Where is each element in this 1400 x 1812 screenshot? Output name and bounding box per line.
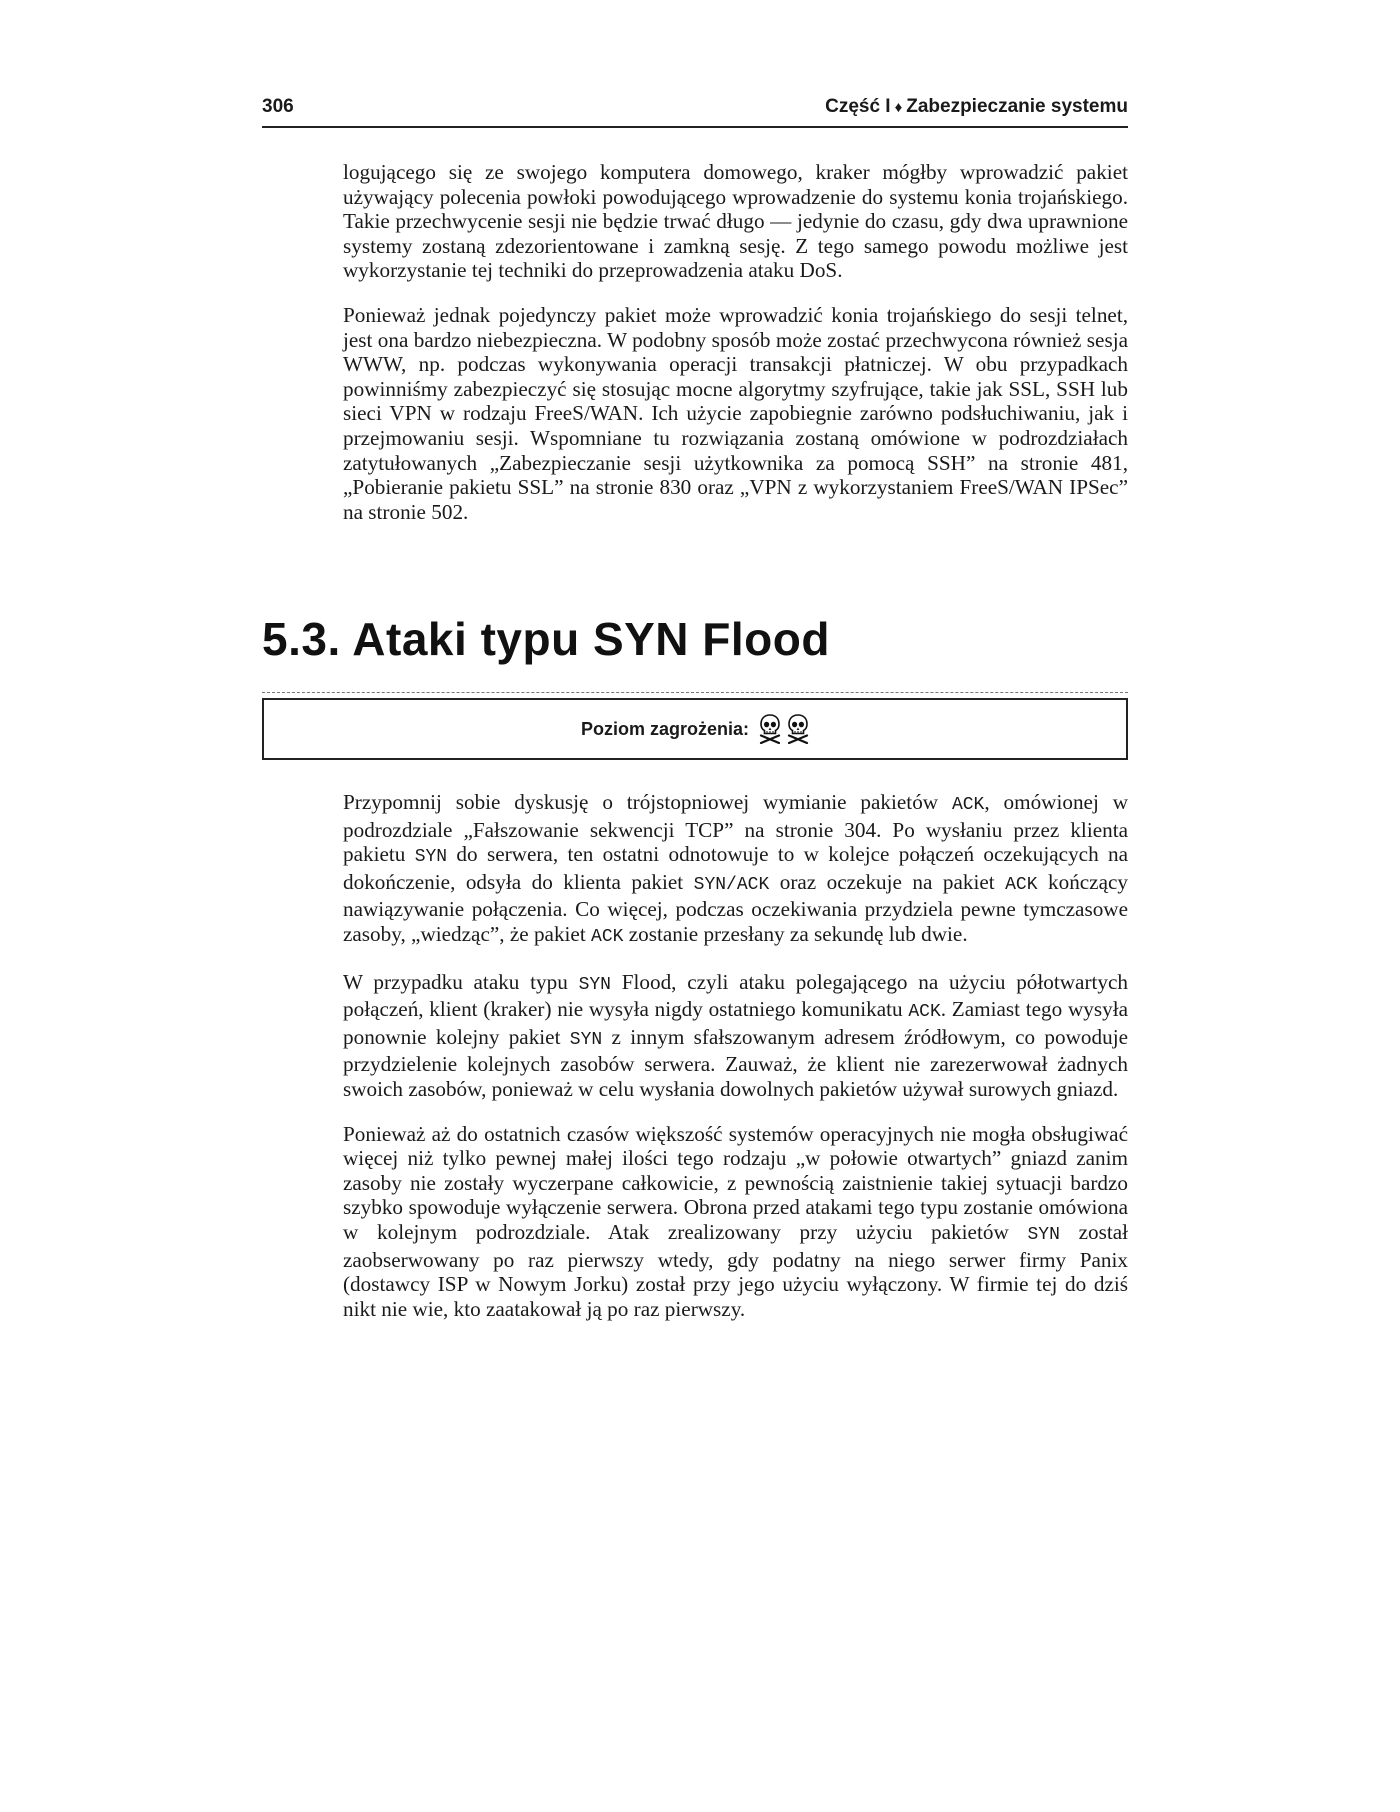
threat-level-box	[262, 698, 1128, 760]
paragraph: logującego się ze swojego komputera domowego, kraker mógłby wprowadzić pakiet używający polecenia powłoki powodującego wprowadzenie do systemu konia trojańskiego. Takie przechwycenie sesji nie będzie trwać długo — jedynie do czasu, gdy dwa uprawnione systemy zostaną zdezorientowane i zamkną sesję. Z tego samego powodu możliwe jest wykorzystanie tej techniki do przeprowadzenia ataku DoS.	[343, 160, 1128, 283]
paragraph: Przypomnij sobie dyskusję o trójstopniowej wymianie pakietów ACK, omówionej w podrozdziale „Fałszowanie sekwencji TCP” na stronie 304. Po wysłaniu przez klienta pakietu SYN do serwera, ten ostatni odnotowuje to w kolejce połączeń oczekujących na dokończenie, odsyła do klienta pakiet SYN/ACK oraz oczekuje na pakiet ACK kończący nawiązywanie połączenia. Co więcej, podczas oczekiwania przydziela pewne tymczasowe zasoby, „wiedząc”, że pakiet ACK zostanie przesłany za sekundę lub dwie.	[343, 790, 1128, 947]
part-label: Część I	[825, 96, 891, 117]
code-term: SYN/ACK	[693, 874, 770, 895]
section-title: 5.3. Ataki typu SYN Flood	[262, 613, 830, 665]
diamond-separator-icon: ♦	[894, 99, 903, 116]
code-term: ACK	[591, 926, 624, 947]
code-term: ACK	[951, 795, 985, 815]
threat-rating	[753, 714, 809, 744]
chapter-heading	[825, 96, 1128, 118]
title-rule	[262, 692, 1128, 693]
code-term: SYN	[578, 974, 611, 995]
paragraph: W przypadku ataku typu SYN Flood, czyli ataku polegającego na użyciu półotwartych połączeń, klient (kraker) nie wysyła nigdy ostatniego komunikatu ACK. Zamiast tego wysyła ponownie kolejny pakiet SYN z innym sfałszowanym adresem źródłowym, co powoduje przydzielenie kolejnych zasobów serwera. Zauważ, że klient nie zarezerwował żadnych swoich zasobów, ponieważ w celu wysłania dowolnych pakietów używał surowych gniazd.	[343, 969, 1128, 1101]
code-term: SYN	[1027, 1224, 1060, 1245]
intro-text	[343, 160, 1128, 544]
code-term: SYN	[569, 1029, 603, 1050]
threat-label: Poziom zagrożenia:	[580, 718, 750, 739]
code-term: ACK	[1005, 874, 1038, 895]
running-header	[262, 96, 1128, 128]
section-text	[343, 790, 1128, 1341]
page-number: 306	[262, 96, 294, 117]
skull-crossbones-icon	[759, 714, 781, 744]
paragraph: Ponieważ aż do ostatnich czasów większość systemów operacyjnych nie mogła obsługiwać więcej niż tylko pewnej małej ilości tego rodzaju „w połowie otwartych” gniazd zanim zasoby nie zostały wyczerpane całkowicie, z pewnością zaistnienie takiej sytuacji bardzo szybko spowoduje wyłączenie serwera. Obrona przed atakami tego typu zostanie omówiona w kolejnym podrozdziale. Atak zrealizowany przy użyciu pakietów SYN został zaobserwowany po raz pierwszy wtedy, gdy podatny na niego serwer firmy Panix (dostawcy ISP w Nowym Jorku) został przy jego użyciu wyłączony. W firmie tej do dziś nikt nie wie, kto zaatakował ją po raz pierwszy.	[343, 1121, 1129, 1321]
code-term: ACK	[908, 1002, 941, 1023]
skull-crossbones-icon	[787, 714, 809, 744]
code-term: SYN	[414, 847, 448, 868]
chapter-label: Zabezpieczanie systemu	[906, 96, 1128, 117]
paragraph: Ponieważ jednak pojedynczy pakiet może wprowadzić konia trojańskiego do sesji telnet, jest ona bardzo niebezpieczna. W podobny sposób może zostać przechwycona również sesja WWW, np. podczas wykonywania operacji transakcji płatniczej. W obu przypadkach powinniśmy zabezpieczyć się stosując mocne algorytmy szyfrujące, takie jak SSL, SSH lub sieci VPN w rodzaju FreeS/WAN. Ich użycie zapobiegnie zarówno podsłuchiwaniu, jak i przejmowaniu sesji. Wspomniane tu rozwiązania zostaną omówione w podrozdziałach zatytułowanych „Zabezpieczanie sesji użytkownika za pomocą SSH” na stronie 481, „Pobieranie pakietu SSL” na stronie 830 oraz „VPN z wykorzystaniem FreeS/WAN IPSec” na stronie 502.	[343, 302, 1128, 524]
